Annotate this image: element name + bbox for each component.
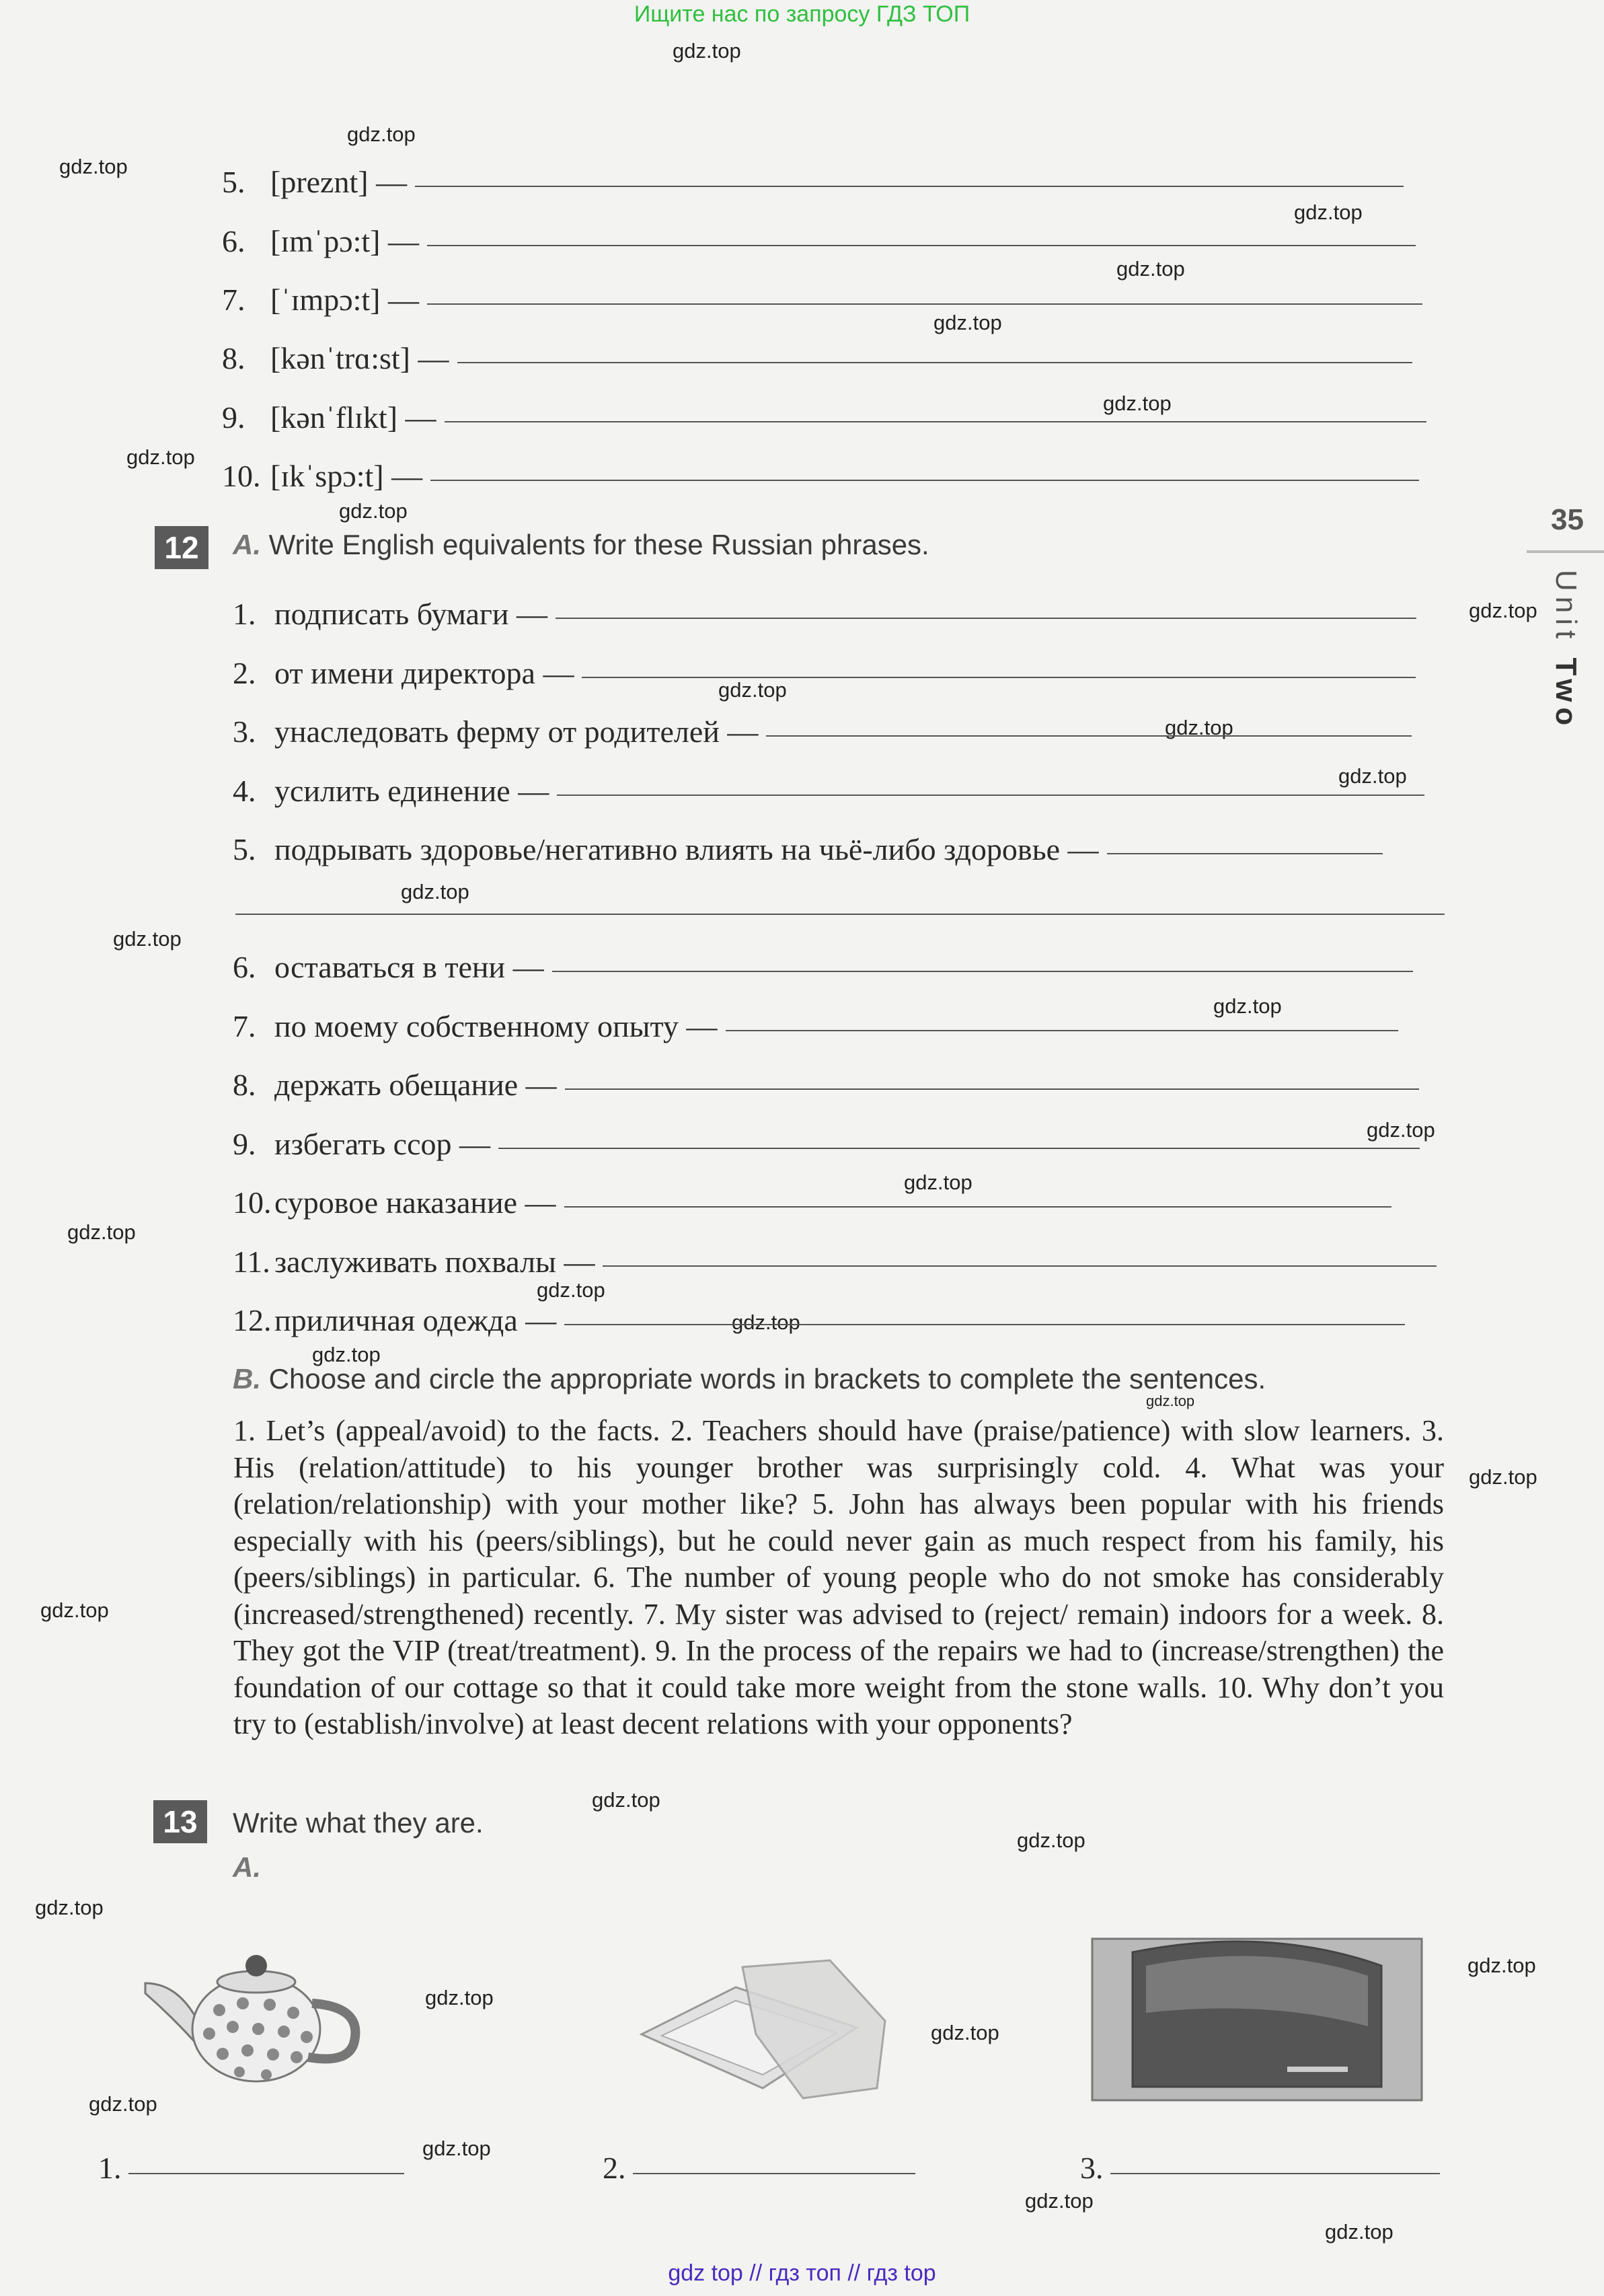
watermark: gdz.top: [1367, 1118, 1435, 1142]
item-text: держать обещание —: [274, 1068, 557, 1102]
exercise-paragraph: 1. Let’s (appeal/avoid) to the facts. 2. Teachers should have (praise/patience) with slow learners. 3. His (relation/attitude) to his younger brother was surprisingly cold. 4. What was your (relation/relationship) with your mother like? 5. John has always been popular with his friends especially with his (peers/siblings), but he could never gain as much respect from his family, his (peers/siblings) in particular. 6. The number of young people who do not smoke has considerably (increased/strengthened) recently. 7. My sister was advised to (reject/ remain) indoors for a week. 8. They got the VIP (treat/treatment). 9. In the process of the repairs we had to (increase/strengthen) the foundation of our cottage so that it could take more weight from the stone walls. 10. Why don’t you try to (establish/involve) at least decent relations with your opponents?: [233, 1414, 1444, 1740]
exercise-badge: 12: [155, 526, 208, 569]
ex12-item: [233, 655, 1416, 691]
ex12-item: [233, 1126, 1420, 1162]
ex12-item: [233, 949, 1413, 985]
item-number: 3.: [233, 714, 256, 749]
watermark: gdz.top: [126, 445, 195, 469]
exercise-badge: 13: [153, 1800, 207, 1843]
ex12-item: [233, 1185, 1391, 1220]
item-number: 9.: [233, 1127, 256, 1161]
item-number: 5.: [222, 165, 245, 199]
watermark: gdz.top: [59, 155, 128, 178]
item-text: заслуживать похвалы —: [274, 1245, 595, 1279]
answer-line[interactable]: [445, 421, 1426, 422]
item-text: [ɪmˈpɔ:t] —: [270, 224, 419, 258]
item-number: 12.: [233, 1303, 272, 1337]
exercise-heading: [233, 529, 929, 561]
item-number: 8.: [222, 341, 245, 375]
ex12-item: [233, 1302, 1405, 1338]
answer-line[interactable]: [564, 1206, 1391, 1208]
ex12-item: [233, 831, 1383, 867]
part-letter-text: A.: [233, 1851, 261, 1883]
answer-line[interactable]: [430, 480, 1419, 481]
watermark: gdz.top: [1469, 599, 1537, 622]
watermark: gdz.top: [718, 678, 787, 702]
heading-text: Write English equivalents for these Russian phrases.: [268, 529, 929, 560]
item-text: от имени директора —: [274, 656, 574, 690]
item-text: приличная одежда —: [274, 1303, 557, 1337]
exercise-heading: Write what they are.: [233, 1807, 484, 1839]
ex12-item: [233, 1244, 1437, 1280]
answer-line[interactable]: [766, 735, 1412, 737]
watermark: gdz.top: [35, 1896, 104, 1919]
item-text: [kənˈflɪkt] —: [270, 400, 436, 435]
watermark: gdz.top: [1116, 257, 1185, 281]
answer-line-continued[interactable]: [235, 914, 1445, 915]
top-banner[interactable]: Ищите нас по запросу ГДЗ ТОП: [634, 1, 970, 27]
teapot-icon: [132, 1943, 381, 2084]
answer-line[interactable]: [603, 1265, 1437, 1267]
item-text: подрывать здоровье/негативно влиять на чьё-либо здоровье —: [274, 832, 1099, 866]
picture-number: 3.: [1080, 2151, 1104, 2185]
answer-line[interactable]: [1107, 853, 1383, 854]
item-number: 2.: [233, 656, 256, 690]
watermark: gdz.top: [401, 880, 469, 903]
answer-line[interactable]: [565, 1088, 1419, 1090]
watermark: gdz.top: [1165, 716, 1233, 739]
watermark: gdz.top: [931, 2021, 999, 2044]
watermark: gdz.top: [422, 2137, 491, 2160]
bread-box-icon: [1085, 1925, 1428, 2107]
answer-line[interactable]: [633, 2173, 915, 2174]
answer-line[interactable]: [415, 186, 1404, 187]
watermark: gdz.top: [67, 1220, 136, 1244]
watermark: gdz.top: [312, 1343, 381, 1366]
item-number: 7.: [233, 1009, 256, 1043]
watermark: gdz.top: [1146, 1393, 1195, 1409]
answer-line[interactable]: [582, 677, 1416, 678]
item-number: 5.: [233, 832, 256, 866]
answer-line[interactable]: [556, 618, 1416, 619]
watermark: gdz.top: [592, 1788, 660, 1812]
item-text: усилить единение —: [274, 774, 549, 808]
watermark: gdz.top: [673, 39, 741, 63]
picture-answer-3: [1080, 2150, 1440, 2186]
watermark: gdz.top: [89, 2092, 157, 2116]
watermark: gdz.top: [1469, 1465, 1537, 1489]
item-number: 4.: [233, 774, 256, 808]
watermark: gdz.top: [113, 927, 182, 951]
answer-line[interactable]: [552, 971, 1413, 972]
item-number: 11.: [233, 1245, 270, 1279]
watermark: gdz.top: [1017, 1828, 1085, 1852]
item-text: оставаться в тени —: [274, 950, 544, 984]
watermark: gdz.top: [425, 1986, 494, 2009]
watermark: gdz.top: [933, 311, 1002, 334]
ex12-item: [233, 1008, 1398, 1044]
answer-line[interactable]: [1110, 2173, 1440, 2174]
part-letter: A.: [233, 529, 261, 560]
heading-text: Choose and circle the appropriate words in brackets to complete the sentences.: [268, 1363, 1266, 1395]
ex12-item: [233, 596, 1416, 632]
unit-word: Unit: [1550, 570, 1582, 644]
item-text: [ɪkˈspɔ:t] —: [270, 459, 423, 493]
ex11-item: [222, 400, 1426, 435]
item-text: унаследовать ферму от родителей —: [274, 714, 759, 749]
answer-line[interactable]: [427, 303, 1422, 305]
butter-dish-icon: [635, 1954, 890, 2108]
watermark: gdz.top: [732, 1310, 800, 1334]
unit-number-word: Two: [1550, 657, 1582, 731]
item-number: 10.: [222, 459, 261, 493]
watermark: gdz.top: [904, 1171, 972, 1194]
watermark: gdz.top: [1467, 1954, 1536, 1977]
answer-line[interactable]: [498, 1148, 1420, 1149]
item-text: [preznt] —: [270, 165, 408, 199]
answer-line[interactable]: [427, 245, 1416, 246]
answer-line[interactable]: [457, 362, 1412, 363]
answer-line[interactable]: [564, 1324, 1405, 1325]
picture-answer-2: [603, 2150, 915, 2186]
item-number: 9.: [222, 400, 245, 435]
watermark: gdz.top: [1338, 764, 1407, 788]
watermark: gdz.top: [537, 1278, 605, 1302]
item-text: [ˈɪmpɔ:t] —: [270, 283, 419, 317]
watermark: gdz.top: [1103, 392, 1172, 415]
answer-line[interactable]: [128, 2173, 404, 2174]
item-text: по моему собственному опыту —: [274, 1009, 718, 1043]
part-letter: [233, 1851, 261, 1884]
page-divider: [1527, 550, 1604, 553]
footer-links[interactable]: gdz top // гдз топ // гдз top: [668, 2260, 936, 2286]
watermark: gdz.top: [1213, 994, 1282, 1018]
answer-line[interactable]: [557, 794, 1424, 796]
item-number: 8.: [233, 1068, 256, 1102]
item-text: суровое наказание —: [274, 1185, 556, 1220]
item-text: избегать ссор —: [274, 1127, 491, 1161]
ex11-item: [222, 340, 1412, 376]
watermark: gdz.top: [40, 1598, 109, 1622]
item-text: подписать бумаги —: [274, 597, 547, 631]
item-number: 7.: [222, 283, 245, 317]
picture-number: 1.: [98, 2151, 122, 2185]
item-number: 1.: [233, 597, 256, 631]
ex12-item: [233, 1067, 1419, 1103]
page-number: 35: [1551, 503, 1584, 536]
ex12-item: [233, 773, 1424, 809]
watermark: gdz.top: [1025, 2189, 1094, 2213]
item-number: 10.: [233, 1185, 272, 1220]
picture-answer-1: [98, 2150, 404, 2186]
ex11-item: [222, 458, 1419, 494]
ex11-item: [222, 164, 1404, 200]
item-number: 6.: [233, 950, 256, 984]
part-letter: B.: [233, 1363, 261, 1395]
exercise-heading: [233, 1363, 1266, 1395]
picture-number: 2.: [603, 2151, 626, 2185]
answer-line[interactable]: [726, 1030, 1398, 1031]
item-text: [kənˈtrɑ:st] —: [270, 341, 449, 375]
unit-tab: [1539, 570, 1593, 768]
ex11-item: [222, 223, 1416, 259]
watermark: gdz.top: [339, 499, 408, 523]
item-number: 6.: [222, 224, 245, 258]
watermark: gdz.top: [1325, 2220, 1393, 2244]
watermark: gdz.top: [347, 122, 416, 146]
watermark: gdz.top: [1294, 200, 1363, 224]
ex11-item: [222, 282, 1422, 318]
ex12-item: [233, 714, 1412, 749]
